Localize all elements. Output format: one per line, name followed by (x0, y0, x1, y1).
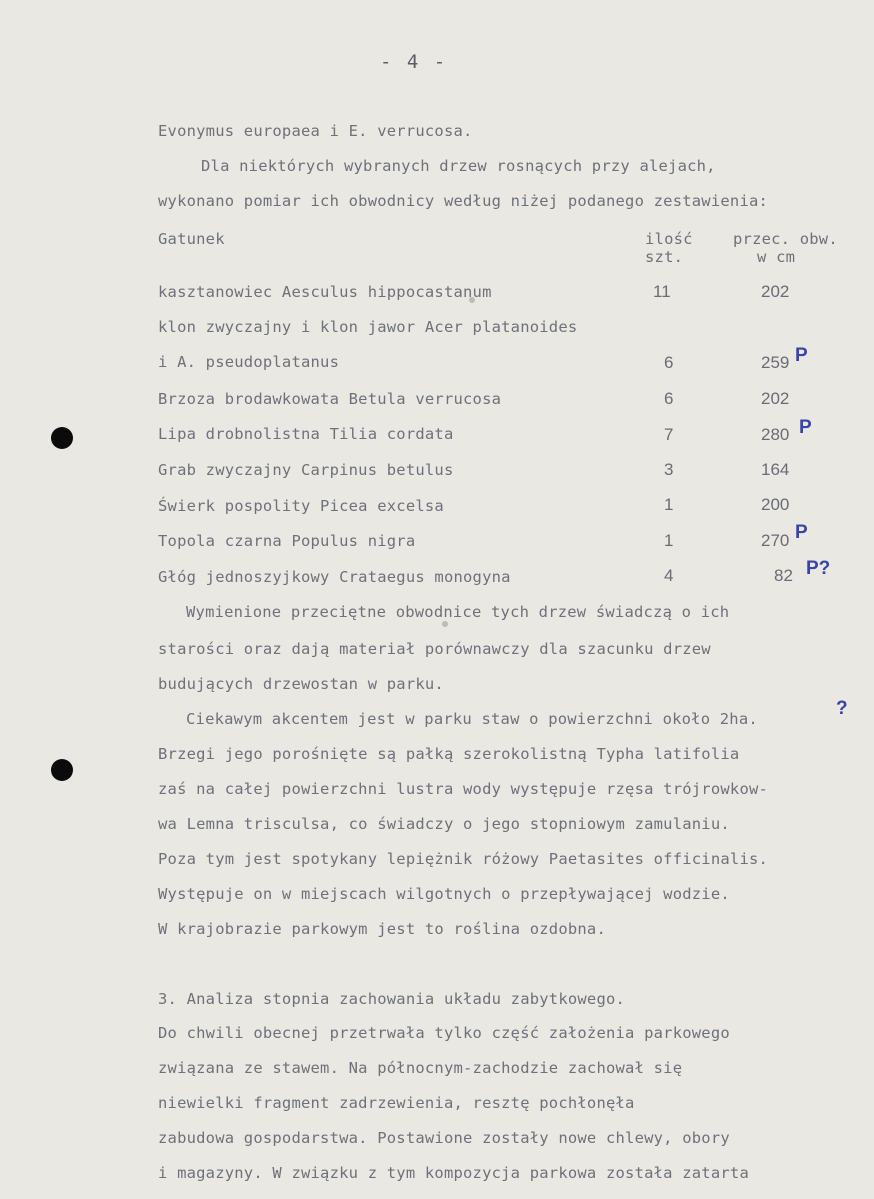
col-header-count-unit: szt. (645, 248, 684, 266)
paragraph-line: starości oraz dają materiał porównawczy dla szacunku drzew (158, 640, 711, 658)
paper-speck (442, 621, 448, 627)
page-number: - 4 - (380, 51, 448, 73)
paragraph-line: zabudowa gospodarstwa. Postawione zostały nowe chlewy, obory (158, 1129, 730, 1147)
paragraph-line: Występuje on w miejscach wilgotnych o przepływającej wodzie. (158, 885, 730, 903)
tree-count: 3 (664, 460, 674, 479)
tree-name: kasztanowiec Aesculus hippocastanum (158, 283, 492, 301)
tree-circumference: 82 (774, 566, 793, 585)
tree-name: Topola czarna Populus nigra (158, 532, 416, 550)
tree-count: 7 (664, 425, 674, 444)
paragraph-line: niewielki fragment zadrzewienia, resztę pochłonęła (158, 1094, 635, 1112)
tree-name: Głóg jednoszyjkowy Crataegus monogyna (158, 568, 511, 586)
tree-count: 1 (664, 531, 674, 550)
tree-name: Świerk pospolity Picea excelsa (158, 497, 444, 515)
paragraph-line: Do chwili obecnej przetrwała tylko część założenia parkowego (158, 1024, 730, 1042)
col-header-circumference: przec. obw. (733, 230, 838, 248)
tree-circumference: 270 (761, 531, 790, 550)
paragraph-line: Poza tym jest spotykany lepiężnik różowy Paetasites officinalis. (158, 850, 769, 868)
paragraph-line: W krajobrazie parkowym jest to roślina ozdobna. (158, 920, 606, 938)
handwritten-mark: P? (806, 558, 831, 579)
paragraph-line: Ciekawym akcentem jest w parku staw o powierzchni około 2ha. (186, 710, 758, 728)
binder-hole (51, 759, 73, 781)
tree-circumference: 202 (761, 389, 790, 408)
handwritten-mark: ? (836, 698, 848, 719)
tree-name: i A. pseudoplatanus (158, 353, 340, 371)
section-heading: 3. Analiza stopnia zachowania układu zabytkowego. (158, 990, 626, 1008)
binder-hole (51, 427, 73, 449)
tree-circumference: 259 (761, 353, 790, 372)
tree-count: 1 (664, 495, 674, 514)
tree-count: 6 (664, 353, 674, 372)
paragraph-line: budujących drzewostan w parku. (158, 675, 444, 693)
tree-circumference: 200 (761, 495, 790, 514)
tree-name: Brzoza brodawkowata Betula verrucosa (158, 390, 502, 408)
handwritten-mark: P (799, 417, 812, 438)
paragraph-line: zaś na całej powierzchni lustra wody występuje rzęsa trójrowkow- (158, 780, 769, 798)
tree-count: 6 (664, 389, 674, 408)
col-header-circumference-unit: w cm (757, 248, 796, 266)
intro-line: Dla niektórych wybranych drzew rosnących przy alejach, (201, 157, 716, 175)
intro-line: Evonymus europaea i E. verrucosa. (158, 122, 473, 140)
paragraph-line: Brzegi jego porośnięte są pałką szerokolistną Typha latifolia (158, 745, 740, 763)
tree-name: Lipa drobnolistna Tilia cordata (158, 425, 454, 443)
handwritten-mark: P (795, 522, 808, 543)
col-header-species: Gatunek (158, 230, 225, 248)
col-header-count: ilość (645, 230, 693, 248)
tree-name: klon zwyczajny i klon jawor Acer platanoides (158, 318, 578, 336)
tree-count: 4 (664, 566, 674, 585)
paragraph-line: i magazyny. W związku z tym kompozycja parkowa została zatarta (158, 1164, 749, 1182)
intro-line: wykonano pomiar ich obwodnicy według niżej podanego zestawienia: (158, 192, 769, 210)
paragraph-line: wa Lemna trisculsa, co świadczy o jego stopniowym zamulaniu. (158, 815, 730, 833)
handwritten-mark: P (795, 345, 808, 366)
paragraph-line: Wymienione przeciętne obwodnice tych drzew świadczą o ich (186, 603, 730, 621)
tree-count: 11 (653, 282, 671, 301)
paragraph-line: związana ze stawem. Na północnym-zachodzie zachował się (158, 1059, 683, 1077)
tree-circumference: 164 (761, 460, 790, 479)
tree-circumference: 280 (761, 425, 790, 444)
tree-circumference: 202 (761, 282, 790, 301)
tree-name: Grab zwyczajny Carpinus betulus (158, 461, 454, 479)
